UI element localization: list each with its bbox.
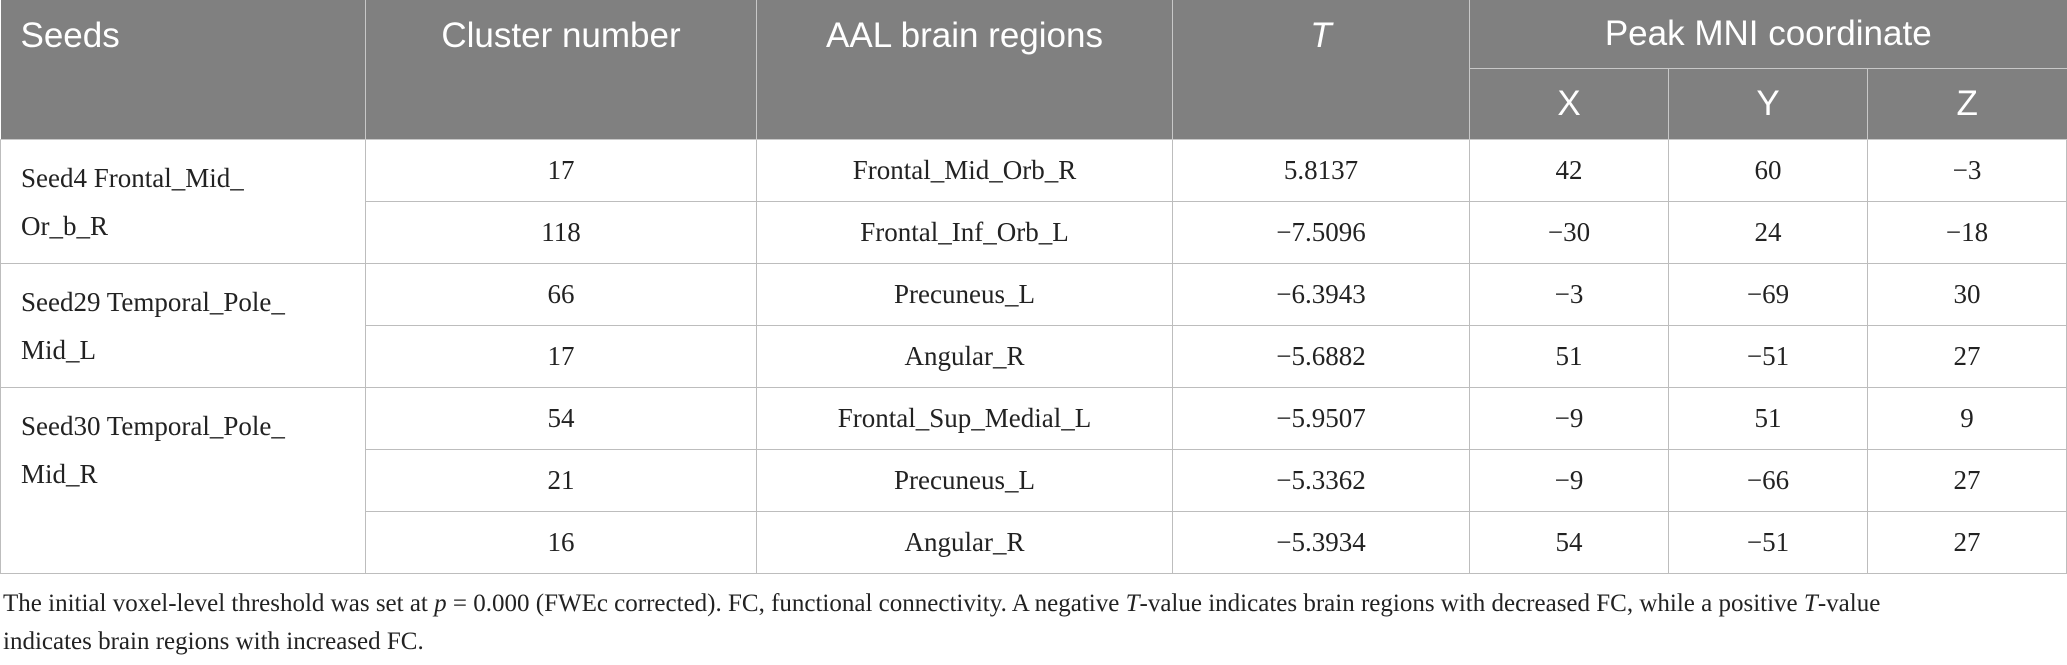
z-cell: −3 xyxy=(1868,140,2067,202)
header-t: T xyxy=(1173,0,1470,140)
seed-label-line2: Mid_L xyxy=(21,335,97,365)
x-cell: 54 xyxy=(1470,512,1669,574)
table-row xyxy=(1,264,2067,326)
y-cell: −51 xyxy=(1669,512,1868,574)
seed-label-line2: Mid_R xyxy=(21,459,98,489)
x-cell: 42 xyxy=(1470,140,1669,202)
header-aal-brain-regions: AAL brain regions xyxy=(757,0,1173,140)
region-cell: Frontal_Inf_Orb_L xyxy=(757,202,1173,264)
y-cell: −69 xyxy=(1669,264,1868,326)
cluster-cell: 54 xyxy=(366,388,757,450)
footnote-text: -value indicates brain regions with decreased FC, while a positive xyxy=(1139,590,1804,617)
t-cell: −5.3362 xyxy=(1173,450,1470,512)
y-cell: 60 xyxy=(1669,140,1868,202)
region-cell: Angular_R xyxy=(757,512,1173,574)
z-cell: 27 xyxy=(1868,512,2067,574)
header-y: Y xyxy=(1669,69,1868,140)
header-z: Z xyxy=(1868,69,2067,140)
header-cluster-number: Cluster number xyxy=(366,0,757,140)
footnote-line-1 xyxy=(3,585,2053,623)
y-cell: 24 xyxy=(1669,202,1868,264)
x-cell: 51 xyxy=(1470,326,1669,388)
z-cell: 27 xyxy=(1868,450,2067,512)
header-x: X xyxy=(1470,69,1669,140)
seed-cell xyxy=(1,264,366,388)
z-cell: 9 xyxy=(1868,388,2067,450)
region-cell: Precuneus_L xyxy=(757,450,1173,512)
seed-label-line2: Or_b_R xyxy=(21,211,108,241)
footnote-line-2: indicates brain regions with increased FC. xyxy=(3,628,424,655)
region-cell: Precuneus_L xyxy=(757,264,1173,326)
cluster-cell: 17 xyxy=(366,326,757,388)
t-cell: −5.3934 xyxy=(1173,512,1470,574)
x-cell: −30 xyxy=(1470,202,1669,264)
footnote-text: The initial voxel-level threshold was set at xyxy=(3,590,435,617)
footnote-text: = 0.000 (FWEc corrected). FC, functional connectivity. A negative xyxy=(446,590,1126,617)
cluster-cell: 17 xyxy=(366,140,757,202)
table-body xyxy=(1,140,2067,574)
header-peak-mni-coordinate: Peak MNI coordinate xyxy=(1470,0,2067,69)
x-cell: −3 xyxy=(1470,264,1669,326)
x-cell: −9 xyxy=(1470,388,1669,450)
x-cell: −9 xyxy=(1470,450,1669,512)
seed-label-line1: Seed30 Temporal_Pole_ xyxy=(21,411,285,441)
table-row xyxy=(1,388,2067,450)
z-cell: 27 xyxy=(1868,326,2067,388)
footnote-t-symbol: T xyxy=(1125,590,1140,617)
y-cell: 51 xyxy=(1669,388,1868,450)
seed-cell xyxy=(1,388,366,574)
t-cell: −6.3943 xyxy=(1173,264,1470,326)
seed-label-line1: Seed29 Temporal_Pole_ xyxy=(21,287,285,317)
region-cell: Frontal_Mid_Orb_R xyxy=(757,140,1173,202)
cluster-cell: 118 xyxy=(366,202,757,264)
t-cell: −7.5096 xyxy=(1173,202,1470,264)
z-cell: 30 xyxy=(1868,264,2067,326)
footnote-t-symbol: T xyxy=(1803,590,1818,617)
table-row xyxy=(1,140,2067,202)
cluster-cell: 16 xyxy=(366,512,757,574)
t-cell: −5.6882 xyxy=(1173,326,1470,388)
seed-label-line1: Seed4 Frontal_Mid_ xyxy=(21,163,244,193)
table-header xyxy=(1,0,2067,140)
footnote-p-symbol: p xyxy=(434,590,447,617)
header-row-top xyxy=(1,0,2067,69)
cluster-cell: 21 xyxy=(366,450,757,512)
header-seeds: Seeds xyxy=(1,0,366,140)
region-cell: Angular_R xyxy=(757,326,1173,388)
y-cell: −66 xyxy=(1669,450,1868,512)
region-cell: Frontal_Sup_Medial_L xyxy=(757,388,1173,450)
table-footnote xyxy=(3,585,2053,661)
t-cell: 5.8137 xyxy=(1173,140,1470,202)
z-cell: −18 xyxy=(1868,202,2067,264)
seed-cell xyxy=(1,140,366,264)
y-cell: −51 xyxy=(1669,326,1868,388)
t-cell: −5.9507 xyxy=(1173,388,1470,450)
cluster-cell: 66 xyxy=(366,264,757,326)
footnote-text: -value xyxy=(1817,590,1881,617)
